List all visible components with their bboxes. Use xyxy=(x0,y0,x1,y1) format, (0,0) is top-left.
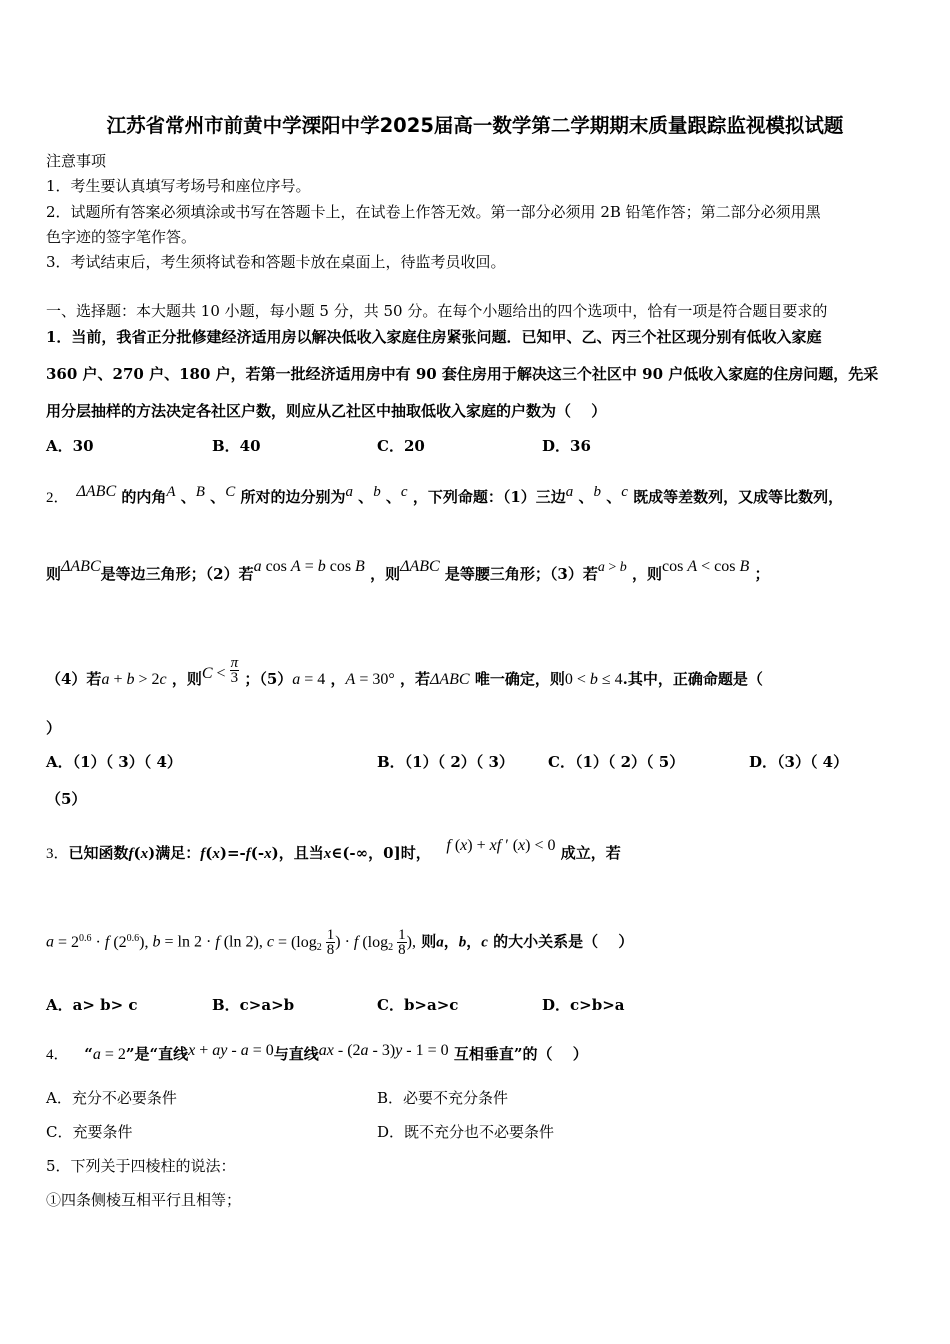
q1-option-b: B．40 xyxy=(212,437,261,455)
notice-item: 3．考试结束后，考生须将试卷和答题卡放在桌面上，待监考员收回。 xyxy=(46,253,506,271)
exam-title: 江苏省常州市前黄中学溧阳中学2025届高一数学第二学期期末质量跟踪监视模拟试题 xyxy=(106,114,844,137)
q2-line-2: 则ΔABC是等边三角形；（2）若a cos A = b cos B ，则ΔABC 是等腰三角形；（3）若a > b ，则cos A < cos B ； xyxy=(46,558,770,583)
q2-line-1: 2． ΔABC 的内角A 、B 、C 所对的边分别为a 、b 、c ，下列命题：（1）三边a 、b 、c 既成等差数列，又成等比数列， xyxy=(46,483,844,506)
q2-option-a: A．（1）（ 3）（ 4） xyxy=(46,753,182,771)
q1-option-a: A．30 xyxy=(46,437,94,455)
notice-heading: 注意事项 xyxy=(46,152,107,170)
q3-option-d: D．c>b>a xyxy=(542,996,625,1014)
q4-line: 4． “a = 2”是“直线x + ay - a = 0与直线ax - (2a - 3)y - 1 = 0 互相垂直”的（ ） xyxy=(46,1042,588,1063)
q1-option-d: D．36 xyxy=(542,437,591,455)
notice-item: 色字迹的签字笔作答。 xyxy=(46,228,197,246)
q3-option-a: A．a> b> c xyxy=(46,996,138,1014)
q4-option-c: C．充要条件 xyxy=(46,1123,133,1141)
q2-option-d-cont: （5） xyxy=(46,790,87,808)
q2-line-4: ） xyxy=(46,719,62,737)
q3-option-b: B．c>a>b xyxy=(212,996,295,1014)
q3-option-c: C．b>a>c xyxy=(377,996,459,1014)
notice-item: 2．试题所有答案必须填涂或书写在答题卡上，在试卷上作答无效。第一部分必须用 2B 铅笔作答；第二部分必须用黑 xyxy=(46,203,821,221)
q5-item-1: ①四条侧棱互相平行且相等； xyxy=(46,1191,242,1209)
q2-option-d: D．（3）（ 4） xyxy=(749,753,849,771)
notice-item: 1．考生要认真填写考场号和座位序号。 xyxy=(46,177,311,195)
q1-option-c: C．20 xyxy=(377,437,425,455)
q1-line: 360 户、270 户、180 户，若第一批经济适用房中有 90 套住房用于解决这三个社区中 90 户低收入家庭的住房问题，先采 xyxy=(46,365,879,383)
q5-stem: 5．下列关于四棱柱的说法： xyxy=(46,1157,236,1175)
q3-line-1: 3．已知函数f(x)满足：f(x)=-f(-x)，且当x∈(-∞，0]时， f (x) + xf ′ (x) < 0 成立，若 xyxy=(46,837,621,862)
q1-line: 1．当前，我省正分批修建经济适用房以解决低收入家庭住房紧张问题．已知甲、乙、丙三个社区现分别有低收入家庭 xyxy=(46,328,822,346)
q4-option-d: D．既不充分也不必要条件 xyxy=(377,1123,555,1141)
q4-option-b: B．必要不充分条件 xyxy=(377,1089,509,1107)
q2-line-3: （4）若a + b > 2c ，则C < $\frac{\pi}{3}$ ；（5）a = 4 ，A = 30° ，若ΔABC 唯一确定，则0 < b ≤ 4.其中，正确命题是（ xyxy=(46,655,763,688)
q3-line-2: $a = 2^{0.6} \cdot f$ $(2^{0.6})$, b = ln 2 · f (ln 2), $c = (\log_2$ $\frac{1}{8}$ ) · f ($\log_2$ $\frac{1}{8}$ ), 则a，b，c 的大小关系是（ ） xyxy=(46,927,634,958)
q2-option-c: C．（1）（ 2）（ 5） xyxy=(548,753,685,771)
q1-line: 用分层抽样的方法决定各社区户数，则应从乙社区中抽取低收入家庭的户数为（ ） xyxy=(46,402,607,420)
q2-option-b: B．（1）（ 2）（ 3） xyxy=(377,753,514,771)
q4-option-a: A．充分不必要条件 xyxy=(46,1089,177,1107)
section-heading: 一、选择题：本大题共 10 小题，每小题 5 分，共 50 分。在每个小题给出的四个选项中，恰有一项是符合题目要求的 xyxy=(46,302,828,320)
